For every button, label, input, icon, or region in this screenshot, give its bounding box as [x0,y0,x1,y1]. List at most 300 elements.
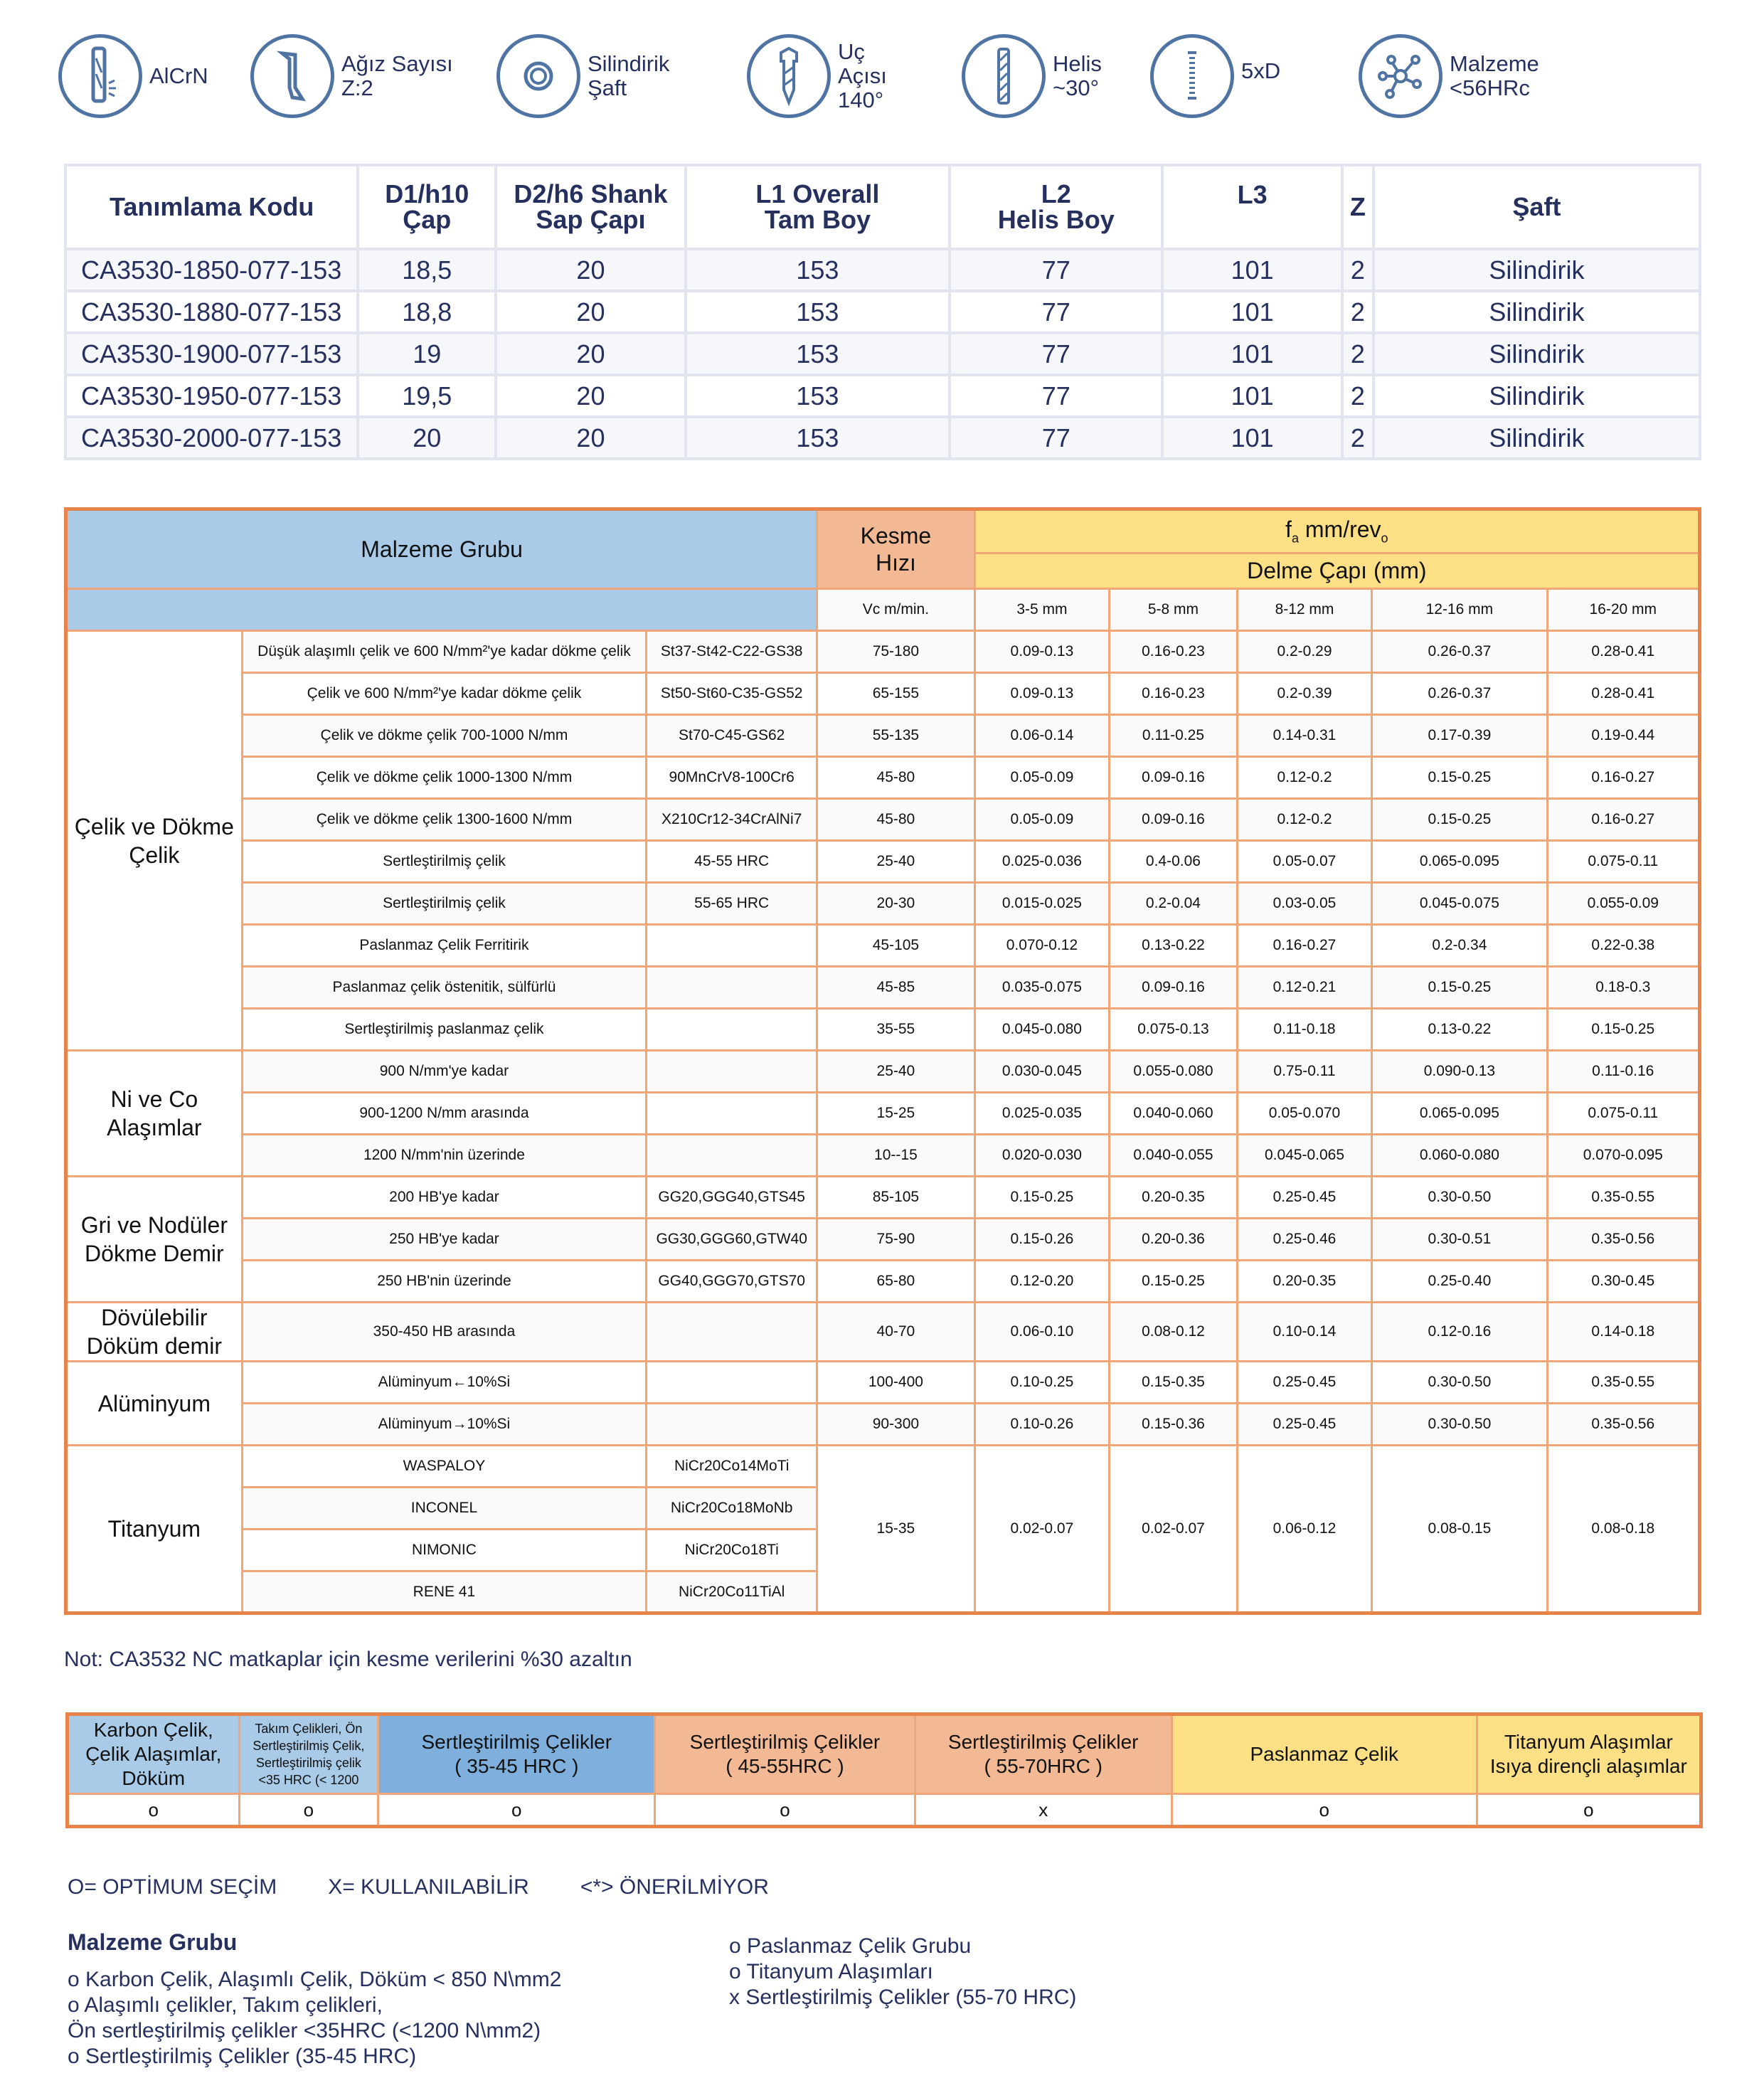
material-standard [647,1303,817,1362]
material-molecule-icon [1359,34,1442,118]
material-group-malleable: Dövülebilir Döküm demir [66,1303,243,1362]
feed-value: 0.17-0.39 [1372,715,1547,757]
feed-value: 0.30-0.45 [1547,1261,1699,1303]
product-code: CA3530-1900-077-153 [65,333,358,375]
material-standard: X210Cr12-34CrAlNi7 [647,799,817,841]
material-desc: Çelik ve dökme çelik 1300-1600 N/mm [242,799,647,841]
header-range: 3-5 mm [974,589,1110,631]
product-cell: Silindirik [1374,417,1700,459]
feed-value: 0.045-0.075 [1372,883,1547,925]
feed-value: 0.30-0.50 [1372,1404,1547,1446]
cutting-row [66,673,1700,715]
material-standard [647,925,817,967]
material-standard [647,1404,817,1446]
cutting-speed: 15-35 [817,1446,975,1613]
sel-value: o [239,1794,378,1827]
material-desc: Düşük alaşımlı çelik ve 600 N/mm²'ye kadar dökme çelik [242,631,647,673]
feed-value: 0.05-0.09 [974,757,1110,799]
feed-value: 0.2-0.29 [1237,631,1372,673]
sel-header-hardened-35-45: Sertleştirilmiş Çelikler ( 35-45 HRC ) [378,1714,655,1794]
feed-value: 0.06-0.14 [974,715,1110,757]
product-cell: 153 [686,333,950,375]
feed-value: 0.08-0.15 [1372,1446,1547,1613]
material-standard: NiCr20Co11TiAl [647,1571,817,1613]
cutting-speed: 75-90 [817,1219,975,1261]
material-standard: NiCr20Co18Ti [647,1530,817,1571]
feed-value: 0.08-0.12 [1110,1303,1238,1362]
material-group-line: o Karbon Çelik, Alaşımlı Çelik, Döküm < 850 N\mm2 [68,1968,562,1991]
material-standard: St50-St60-C35-GS52 [647,673,817,715]
feed-value: 0.13-0.22 [1110,925,1238,967]
feature-value: 140° [838,88,884,112]
feed-value: 0.09-0.13 [974,631,1110,673]
cutting-row [66,1261,1700,1303]
feed-value: 0.16-0.27 [1237,925,1372,967]
feed-value: 0.15-0.25 [1110,1261,1238,1303]
feed-value: 0.090-0.13 [1372,1051,1547,1093]
feed-value: 0.25-0.46 [1237,1219,1372,1261]
feed-value: 0.15-0.25 [1372,967,1547,1009]
feed-value: 0.30-0.51 [1372,1219,1547,1261]
feed-value: 0.30-0.50 [1372,1362,1547,1404]
product-cell: 2 [1342,375,1374,417]
product-cell: 2 [1342,417,1374,459]
cutting-row [66,967,1700,1009]
material-standard: St70-C45-GS62 [647,715,817,757]
cutting-row [66,1362,1700,1404]
feed-value: 0.15-0.25 [1372,757,1547,799]
feed-value: 0.35-0.55 [1547,1362,1699,1404]
product-cell: 153 [686,249,950,291]
feed-value: 0.025-0.035 [974,1093,1110,1135]
feature-label: Uç [838,39,865,64]
material-group-line: o Sertleştirilmiş Çelikler (35-45 HRC) [68,2045,417,2068]
feed-value: 0.12-0.2 [1237,799,1372,841]
product-table [64,164,1701,460]
feature-value: Şaft [588,75,627,100]
sel-value: x [915,1794,1171,1827]
material-desc: Sertleştirilmiş paslanmaz çelik [242,1009,647,1051]
product-cell: 101 [1162,291,1341,333]
header-l1: L1 Overall Tam Boy [686,165,950,249]
product-cell: 20 [496,417,686,459]
material-group-alu: Alüminyum [66,1362,243,1446]
material-group-line: x Sertleştirilmiş Çelikler (55-70 HRC) [729,1986,1077,2009]
feed-value: 0.02-0.07 [974,1446,1110,1613]
sel-header-hardened-45-55: Sertleştirilmiş Çelikler ( 45-55HRC ) [655,1714,915,1794]
material-desc: 250 HB'nin üzerinde [242,1261,647,1303]
feature-icons-row [58,34,1694,127]
sel-value: o [655,1794,915,1827]
product-cell: 19,5 [358,375,496,417]
cutting-speed: 85-105 [817,1177,975,1219]
header-range: 8-12 mm [1237,589,1372,631]
feed-value: 0.035-0.075 [974,967,1110,1009]
feed-value: 0.030-0.045 [974,1051,1110,1093]
product-cell: 77 [950,417,1162,459]
cutting-speed: 55-135 [817,715,975,757]
feed-value: 0.075-0.11 [1547,841,1699,883]
sel-value: o [68,1794,240,1827]
header-material-group: Malzeme Grubu [66,509,817,589]
cylindrical-shank-icon [496,34,580,118]
feed-value: 0.025-0.036 [974,841,1110,883]
cutting-speed: 20-30 [817,883,975,925]
feed-value: 0.15-0.25 [974,1177,1110,1219]
feature-material [1359,34,1539,118]
cutting-row [66,1219,1700,1261]
sel-header-hardened-55-70: Sertleştirilmiş Çelikler ( 55-70HRC ) [915,1714,1171,1794]
product-table-header [65,165,1700,249]
feature-coating [58,34,208,118]
product-row [65,333,1700,375]
product-cell: 101 [1162,333,1341,375]
feed-value: 0.06-0.12 [1237,1446,1372,1613]
material-standard: GG30,GGG60,GTW40 [647,1219,817,1261]
header-d2: D2/h6 Shank Sap Çapı [496,165,686,249]
material-desc: Paslanmaz Çelik Ferritirik [242,925,647,967]
sel-value: o [1171,1794,1477,1827]
feature-label: Silindirik [588,51,670,76]
product-cell: Silindirik [1374,375,1700,417]
feed-value: 0.16-0.23 [1110,673,1238,715]
material-group-line: o Paslanmaz Çelik Grubu [729,1934,972,1958]
material-group-right-list [729,1934,1076,2010]
feed-value: 0.2-0.39 [1237,673,1372,715]
feed-value: 0.11-0.25 [1110,715,1238,757]
cutting-speed: 45-105 [817,925,975,967]
header-range: 5-8 mm [1110,589,1238,631]
material-desc: 350-450 HB arasında [242,1303,647,1362]
feed-value: 0.28-0.41 [1547,631,1699,673]
feed-value: 0.05-0.09 [974,799,1110,841]
material-desc: 1200 N/mm'nin üzerinde [242,1135,647,1177]
material-standard: NiCr20Co18MoNb [647,1488,817,1530]
product-cell: 2 [1342,249,1374,291]
feed-value: 0.045-0.080 [974,1009,1110,1051]
feature-label: AlCrN [149,63,208,88]
product-row [65,375,1700,417]
product-cell: Silindirik [1374,249,1700,291]
cutting-speed: 15-25 [817,1093,975,1135]
depth-ruler-icon [1150,34,1234,118]
cutting-speed: 45-80 [817,799,975,841]
sel-value: o [378,1794,655,1827]
legend-optimum: O= OPTİMUM SEÇİM [68,1875,277,1899]
feed-value: 0.02-0.07 [1110,1446,1238,1613]
feature-flutes [250,34,453,118]
product-cell: 2 [1342,291,1374,333]
feed-value: 0.25-0.40 [1372,1261,1547,1303]
material-standard: 55-65 HRC [647,883,817,925]
feed-value: 0.11-0.18 [1237,1009,1372,1051]
cutting-row [66,1177,1700,1219]
product-cell: 20 [496,333,686,375]
feed-value: 0.10-0.14 [1237,1303,1372,1362]
cutting-speed: 10--15 [817,1135,975,1177]
feed-value: 0.2-0.04 [1110,883,1238,925]
feed-value: 0.75-0.11 [1237,1051,1372,1093]
cutting-speed: 75-180 [817,631,975,673]
material-desc: Paslanmaz çelik östenitik, sülfürlü [242,967,647,1009]
feature-label: Helis [1053,51,1102,76]
feed-value: 0.09-0.16 [1110,757,1238,799]
product-code: CA3530-1850-077-153 [65,249,358,291]
feed-value: 0.045-0.065 [1237,1135,1372,1177]
product-cell: 19 [358,333,496,375]
feed-value: 0.25-0.45 [1237,1177,1372,1219]
product-code: CA3530-2000-077-153 [65,417,358,459]
material-group-left-list [68,1967,561,2069]
sel-header-tool-steel: Takım Çelikleri, Ön Sertleştirilmiş Çelik, Sertleştirilmiş çelik <35 HRC (< 1200 [239,1714,378,1794]
cutting-row [66,883,1700,925]
product-row [65,291,1700,333]
material-desc: INCONEL [242,1488,647,1530]
material-group-nico: Ni ve Co Alaşımlar [66,1051,243,1177]
header-drill-diameter: Delme Çapı (mm) [974,553,1699,589]
product-code: CA3530-1880-077-153 [65,291,358,333]
cutting-row [66,1093,1700,1135]
feed-value: 0.19-0.44 [1547,715,1699,757]
material-group-line: o Titanyum Alaşımları [729,1960,933,1983]
cutting-speed: 35-55 [817,1009,975,1051]
material-standard: NiCr20Co14MoTi [647,1446,817,1488]
feed-value: 0.25-0.45 [1237,1362,1372,1404]
header-d1: D1/h10 Çap [358,165,496,249]
material-group-title: Malzeme Grubu [68,1929,238,1955]
material-desc: NIMONIC [242,1530,647,1571]
feed-value: 0.060-0.080 [1372,1135,1547,1177]
feed-value: 0.15-0.35 [1110,1362,1238,1404]
material-desc: Çelik ve dökme çelik 1000-1300 N/mm [242,757,647,799]
feed-value: 0.10-0.25 [974,1362,1110,1404]
material-desc: 900-1200 N/mm arasında [242,1093,647,1135]
sel-values-row [68,1794,1701,1827]
material-desc: 250 HB'ye kadar [242,1219,647,1261]
feed-value: 0.30-0.50 [1372,1177,1547,1219]
cutting-speed: 65-80 [817,1261,975,1303]
feature-depth [1150,34,1280,118]
feature-shank [496,34,669,118]
feed-value: 0.20-0.36 [1110,1219,1238,1261]
cutting-row [66,1303,1700,1362]
sel-header-carbon: Karbon Çelik, Çelik Alaşımlar, Döküm [68,1714,240,1794]
product-code: CA3530-1950-077-153 [65,375,358,417]
material-desc: Sertleştirilmiş çelik [242,841,647,883]
header-l2: L2 Helis Boy [950,165,1162,249]
feed-value: 0.14-0.31 [1237,715,1372,757]
material-desc: WASPALOY [242,1446,647,1488]
cutting-speed: 25-40 [817,841,975,883]
feed-value: 0.18-0.3 [1547,967,1699,1009]
note-text: Not: CA3532 NC matkaplar için kesme verilerini %30 azaltın [64,1648,632,1671]
material-standard [647,1135,817,1177]
feed-value: 0.09-0.13 [974,673,1110,715]
header-code: Tanımlama Kodu [65,165,358,249]
cutting-row [66,799,1700,841]
flute-count-icon [250,34,334,118]
feed-value: 0.09-0.16 [1110,799,1238,841]
product-cell: 101 [1162,375,1341,417]
cutting-speed: 100-400 [817,1362,975,1404]
feed-value: 0.20-0.35 [1237,1261,1372,1303]
legend-not-recommended: <*> ÖNERİLMİYOR [580,1875,769,1899]
material-desc: 900 N/mm'ye kadar [242,1051,647,1093]
legend [68,1875,769,1899]
material-desc: Çelik ve dökme çelik 700-1000 N/mm [242,715,647,757]
cutting-data-table [64,507,1701,1615]
sel-value: o [1477,1794,1701,1827]
cutting-row [66,841,1700,883]
feed-value: 0.05-0.070 [1237,1093,1372,1135]
sel-header-stainless: Paslanmaz Çelik [1171,1714,1477,1794]
product-cell: 18,8 [358,291,496,333]
material-standard [647,967,817,1009]
feed-value: 0.15-0.26 [974,1219,1110,1261]
feed-value: 0.28-0.41 [1547,673,1699,715]
feature-value: Z:2 [341,75,373,100]
feed-value: 0.055-0.09 [1547,883,1699,925]
material-standard: GG40,GGG70,GTS70 [647,1261,817,1303]
header-feed: $f_a$ mm/rev$_o$ [974,509,1699,553]
feed-value: 0.35-0.56 [1547,1404,1699,1446]
material-desc: Çelik ve 600 N/mm²'ye kadar dökme çelik [242,673,647,715]
header-range: 16-20 mm [1547,589,1699,631]
material-standard [647,1362,817,1404]
cutting-row-titanium [66,1446,1700,1488]
legend-usable: X= KULLANILABİLİR [328,1875,529,1899]
feature-point-angle [747,34,887,118]
feed-value: 0.015-0.025 [974,883,1110,925]
feed-value: 0.26-0.37 [1372,673,1547,715]
feed-value: 0.11-0.16 [1547,1051,1699,1093]
product-cell: 18,5 [358,249,496,291]
material-standard: 45-55 HRC [647,841,817,883]
helix-icon [962,34,1046,118]
feature-value: ~30° [1053,75,1099,100]
feed-value: 0.10-0.26 [974,1404,1110,1446]
product-cell: 153 [686,417,950,459]
cutting-speed: 65-155 [817,673,975,715]
product-cell: 77 [950,291,1162,333]
feed-value: 0.15-0.36 [1110,1404,1238,1446]
feed-value: 0.12-0.16 [1372,1303,1547,1362]
feed-value: 0.26-0.37 [1372,631,1547,673]
material-desc: Alüminyum→10%Si [242,1404,647,1446]
material-selection-table [65,1712,1703,1828]
product-cell: 77 [950,249,1162,291]
product-cell: 153 [686,291,950,333]
feed-value: 0.12-0.20 [974,1261,1110,1303]
header-range: 12-16 mm [1372,589,1547,631]
feed-value: 0.06-0.10 [974,1303,1110,1362]
feed-value: 0.055-0.080 [1110,1051,1238,1093]
feed-value: 0.065-0.095 [1372,841,1547,883]
feed-value: 0.16-0.27 [1547,799,1699,841]
header-z: Z [1342,165,1374,249]
feed-value: 0.08-0.18 [1547,1446,1699,1613]
feed-value: 0.14-0.18 [1547,1303,1699,1362]
cutting-row [66,1009,1700,1051]
feed-value: 0.065-0.095 [1372,1093,1547,1135]
material-group-line: Ön sertleştirilmiş çelikler <35HRC (<1200 N\mm2) [68,2019,541,2042]
product-cell: 77 [950,375,1162,417]
material-standard [647,1009,817,1051]
feed-value: 0.070-0.095 [1547,1135,1699,1177]
feed-value: 0.075-0.11 [1547,1093,1699,1135]
product-cell: 101 [1162,249,1341,291]
feed-value: 0.040-0.060 [1110,1093,1238,1135]
cutting-speed: 45-85 [817,967,975,1009]
feed-value: 0.075-0.13 [1110,1009,1238,1051]
feed-value: 0.12-0.21 [1237,967,1372,1009]
cutting-row [66,631,1700,673]
feed-value: 0.15-0.25 [1372,799,1547,841]
header-shaft: Şaft [1374,165,1700,249]
product-row [65,417,1700,459]
feature-label: Malzeme [1450,51,1539,76]
feature-label: 5xD [1241,58,1281,83]
point-angle-icon [747,34,831,118]
material-group-cast: Gri ve Nodüler Dökme Demir [66,1177,243,1303]
material-standard: St37-St42-C22-GS38 [647,631,817,673]
material-desc: RENE 41 [242,1571,647,1613]
product-cell: 153 [686,375,950,417]
feed-value: 0.12-0.2 [1237,757,1372,799]
material-standard [647,1093,817,1135]
feed-value: 0.22-0.38 [1547,925,1699,967]
feed-value: 0.16-0.27 [1547,757,1699,799]
cutting-speed: 25-40 [817,1051,975,1093]
feature-label: Ağız Sayısı [341,51,453,76]
sel-header-titanium: Titanyum Alaşımlar Isıya dirençli alaşımlar [1477,1714,1701,1794]
material-standard: 90MnCrV8-100Cr6 [647,757,817,799]
header-cutting-speed: Kesme Hızı [817,509,975,589]
cutting-speed: 90-300 [817,1404,975,1446]
feed-value: 0.020-0.030 [974,1135,1110,1177]
feed-value: 0.35-0.55 [1547,1177,1699,1219]
feed-value: 0.03-0.05 [1237,883,1372,925]
feature-label: Açısı [838,63,887,88]
feature-value: <56HRc [1450,75,1530,100]
material-group-steel: Çelik ve Dökme Çelik [66,631,243,1051]
cutting-row [66,925,1700,967]
header-l3: L3 [1162,165,1341,249]
feed-value: 0.040-0.055 [1110,1135,1238,1177]
material-desc: 200 HB'ye kadar [242,1177,647,1219]
material-standard [647,1051,817,1093]
cutting-row [66,1135,1700,1177]
cutting-row [66,1051,1700,1093]
feed-value: 0.05-0.07 [1237,841,1372,883]
product-cell: 2 [1342,333,1374,375]
feed-value: 0.4-0.06 [1110,841,1238,883]
material-desc: Alüminyum←10%Si [242,1362,647,1404]
cutting-row [66,715,1700,757]
feed-value: 0.16-0.23 [1110,631,1238,673]
feed-value: 0.15-0.25 [1547,1009,1699,1051]
material-desc: Sertleştirilmiş çelik [242,883,647,925]
material-group-titanium: Titanyum [66,1446,243,1613]
product-cell: 20 [496,375,686,417]
feed-value: 0.20-0.35 [1110,1177,1238,1219]
coating-tool-icon [58,34,142,118]
header-material-blank [66,589,817,631]
feed-value: 0.09-0.16 [1110,967,1238,1009]
cutting-row [66,757,1700,799]
cutting-row [66,1404,1700,1446]
product-cell: Silindirik [1374,333,1700,375]
